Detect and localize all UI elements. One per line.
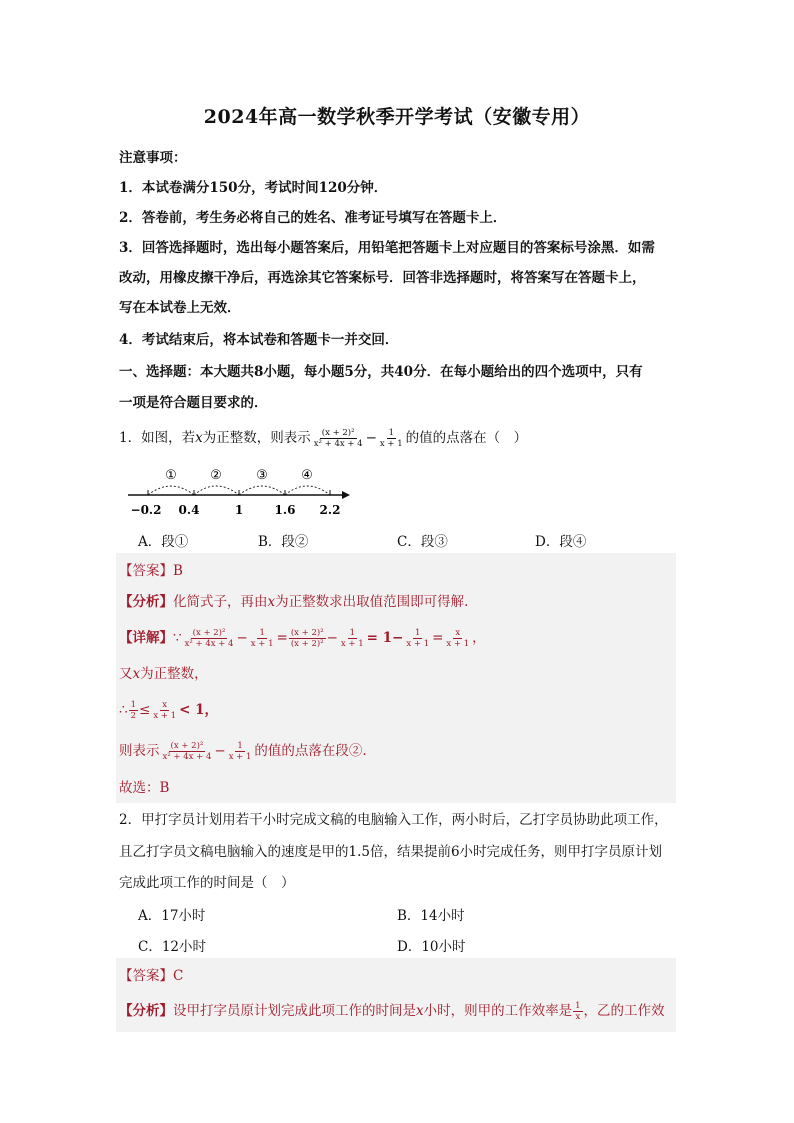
q1-analysis-text-2: 为正整数求出取值范围即可得解.	[275, 594, 469, 610]
q1-conclude-fraction-1	[161, 741, 214, 762]
q1-detail-fraction-1	[183, 628, 236, 649]
q1-ineq-tail: < 1，	[179, 702, 218, 718]
q1-detail-fraction-5-den: x + 1	[406, 639, 430, 649]
section-heading: 一、选择题：本大题共8小题，每小题5分，共40分．在每小题给出的四个选项中，只有	[119, 364, 643, 380]
q1-ineq-fraction-1-num: 1	[130, 700, 137, 710]
q2-option-b: B．14小时	[397, 908, 465, 924]
q1-detail-minus-2: −	[326, 630, 338, 646]
tick-label-3: 1	[234, 503, 244, 517]
q1-ineq-fraction-2-num: x	[162, 700, 168, 710]
notice-item-1: 1．本试卷满分150分，考试时间120分钟．	[119, 180, 388, 196]
q1-detail-fraction-5	[404, 628, 431, 649]
q2-analysis-fraction-den: x	[575, 1012, 581, 1022]
tick-label-4: 1.6	[274, 503, 296, 517]
q1-analysis-var: x	[267, 594, 276, 610]
q1-ineq-fraction-1	[129, 700, 138, 721]
q1-conclude-fraction-1-num: (x + 2)²	[170, 741, 204, 751]
segment-arc-4	[285, 486, 330, 495]
q1-ineq-le: ≤	[139, 702, 151, 718]
q2-analysis-text-2: 小时，则甲的工作效率是	[423, 1003, 573, 1019]
q1-option-d: D．段④	[535, 534, 587, 550]
q1-also-prefix: 又	[119, 666, 133, 682]
number-line-arrow	[342, 491, 350, 499]
q1-fraction-2-num: 1	[388, 428, 394, 438]
notice-item-4: 4．考试结束后，将本试卷和答题卡一并交回．	[119, 332, 399, 348]
q2-analysis-var: x	[416, 1003, 424, 1019]
q2-analysis-text-3: ，乙的工作效	[583, 1003, 665, 1019]
q2-stem-1: 2．甲打字员计划用若干小时完成文稿的电脑输入工作，两小时后，乙打字员协助此项工作，	[119, 812, 668, 828]
q1-detail-fraction-4-num: 1	[349, 628, 355, 638]
q1-detail-fraction-6-num: x	[455, 628, 461, 638]
notice-item-3-cont2: 写在本试卷上无效．	[119, 300, 241, 316]
q1-detail-fraction-4-den: x + 1	[340, 639, 364, 649]
q1-also	[119, 664, 208, 684]
q1-stem-mid: 为正整数，则表示	[202, 430, 311, 446]
q1-ineq-fraction-1-den: 2	[130, 711, 137, 721]
notice-item-2: 2．答卷前，考生务必将自己的姓名、准考证号填写在答题卡上．	[119, 210, 507, 226]
q2-analysis-text-1: 设甲打字员原计划完成此项工作的时间是	[173, 1003, 416, 1019]
tick-label-2: 0.4	[178, 503, 200, 517]
q1-detail-fraction-3-den: (x + 2)²	[290, 639, 324, 649]
q1-fraction-1-num: (x + 2)²	[321, 428, 355, 438]
q2-analysis-tag: 【分析】	[119, 1003, 173, 1019]
q1-detail-fraction-6	[444, 628, 471, 649]
exam-title: 2024年高一数学秋季开学考试（安徽专用）	[203, 106, 591, 128]
segment-label-2: ②	[210, 468, 222, 483]
q1-detail-fraction-3-num: (x + 2)²	[290, 628, 324, 638]
q1-conclude-suffix: 的值的点落在段②.	[254, 743, 367, 759]
q1-analysis	[119, 592, 468, 612]
q1-detail-fraction-1-den: x² + 4x + 4	[184, 639, 234, 649]
q1-option-c: C．段③	[397, 534, 448, 550]
notice-item-3-cont: 改动，用橡皮擦干净后，再选涂其它答案标号．回答非选择题时，将答案写在答题卡上，	[119, 270, 646, 286]
q2-analysis-fraction	[573, 1001, 582, 1022]
q2-option-d: D．10小时	[397, 939, 466, 955]
q1-detail-eq: =	[276, 630, 288, 646]
q1-choose: 故选：B	[119, 780, 170, 796]
q1-detail-eq-one: = 1−	[366, 630, 404, 646]
q1-detail-fraction-2-num: 1	[259, 628, 265, 638]
q1-stem-var: x	[195, 430, 203, 446]
q1-detail-fraction-4	[339, 628, 366, 649]
q1-conclude-fraction-2-num: 1	[237, 741, 243, 751]
tick-label-5: 2.2	[319, 503, 341, 517]
q1-detail-end: ，	[472, 630, 486, 646]
q1-ineq-fraction-2	[151, 700, 178, 721]
q1-conclude-fraction-1-den: x² + 4x + 4	[162, 752, 212, 762]
q1-fraction-1-den: x² + 4x + 4	[313, 439, 363, 449]
q1-detail-minus: −	[236, 630, 248, 646]
q1-detail-fraction-2	[249, 628, 276, 649]
section-heading-cont: 一项是符合题目要求的．	[119, 395, 268, 411]
q1-minus: −	[365, 430, 377, 446]
q1-conclusion	[119, 741, 367, 762]
q1-detail	[119, 628, 486, 649]
tick-label-1: −0.2	[130, 503, 162, 517]
q1-conclude-fraction-2-den: x + 1	[228, 752, 252, 762]
q1-stem-suffix: 的值的点落在（ ）	[405, 430, 528, 446]
q1-answer: 【答案】B	[119, 563, 183, 579]
q1-conclude-fraction-2	[227, 741, 254, 762]
q1-conclude-minus: −	[214, 743, 226, 759]
q1-analysis-text-1: 化简式子，再由	[173, 594, 268, 610]
q1-option-b: B．段②	[258, 534, 309, 550]
q1-fraction-2	[378, 428, 405, 449]
q1-analysis-tag: 【分析】	[119, 594, 173, 610]
notice-heading: 注意事项：	[119, 150, 187, 166]
q1-inequality	[119, 700, 218, 721]
q1-therefore: ∴	[119, 702, 128, 718]
segment-label-4: ④	[301, 468, 313, 483]
q1-detail-tag: 【详解】	[119, 630, 173, 646]
segment-arc-3	[239, 486, 285, 495]
q1-ineq-fraction-2-den: x + 1	[153, 711, 177, 721]
notice-item-3: 3．回答选择题时，选出每小题答案后，用铅笔把答题卡上对应题目的答案标号涂黑．如需	[119, 240, 655, 256]
segment-arc-2	[194, 486, 239, 495]
q1-detail-fraction-3	[289, 628, 326, 649]
q1-also-suffix: 为正整数，	[140, 666, 208, 682]
q2-option-c: C．12小时	[138, 939, 207, 955]
q1-number-line-figure	[120, 462, 360, 518]
q1-option-a: A．段①	[138, 534, 189, 550]
q2-stem-2: 且乙打字员文稿电脑输入的速度是甲的1.5倍，结果提前6小时完成任务，则甲打字员原计划	[119, 844, 663, 860]
segment-label-1: ①	[165, 468, 177, 483]
q1-detail-fraction-1-num: (x + 2)²	[192, 628, 226, 638]
q1-fraction-1	[312, 428, 365, 449]
segment-arc-1	[148, 486, 194, 495]
q1-detail-eq-2: =	[432, 630, 444, 646]
q1-detail-fraction-5-num: 1	[415, 628, 421, 638]
q2-answer: 【答案】C	[119, 968, 184, 984]
q1-detail-because: ∵	[173, 630, 182, 646]
q2-stem-3: 完成此项工作的时间是（ ）	[119, 875, 295, 891]
q1-also-var: x	[132, 666, 141, 682]
q1-stem	[119, 428, 527, 449]
q1-detail-fraction-6-den: x + 1	[446, 639, 470, 649]
q1-detail-fraction-2-den: x + 1	[250, 639, 274, 649]
segment-label-3: ③	[256, 468, 268, 483]
q2-analysis-fraction-num: 1	[575, 1001, 581, 1011]
q1-fraction-2-den: x + 1	[379, 439, 403, 449]
q1-stem-prefix: 1．如图，若	[119, 430, 196, 446]
q1-conclude-prefix: 则表示	[119, 743, 160, 759]
q2-option-a: A．17小时	[138, 908, 206, 924]
q2-analysis	[119, 1001, 665, 1022]
